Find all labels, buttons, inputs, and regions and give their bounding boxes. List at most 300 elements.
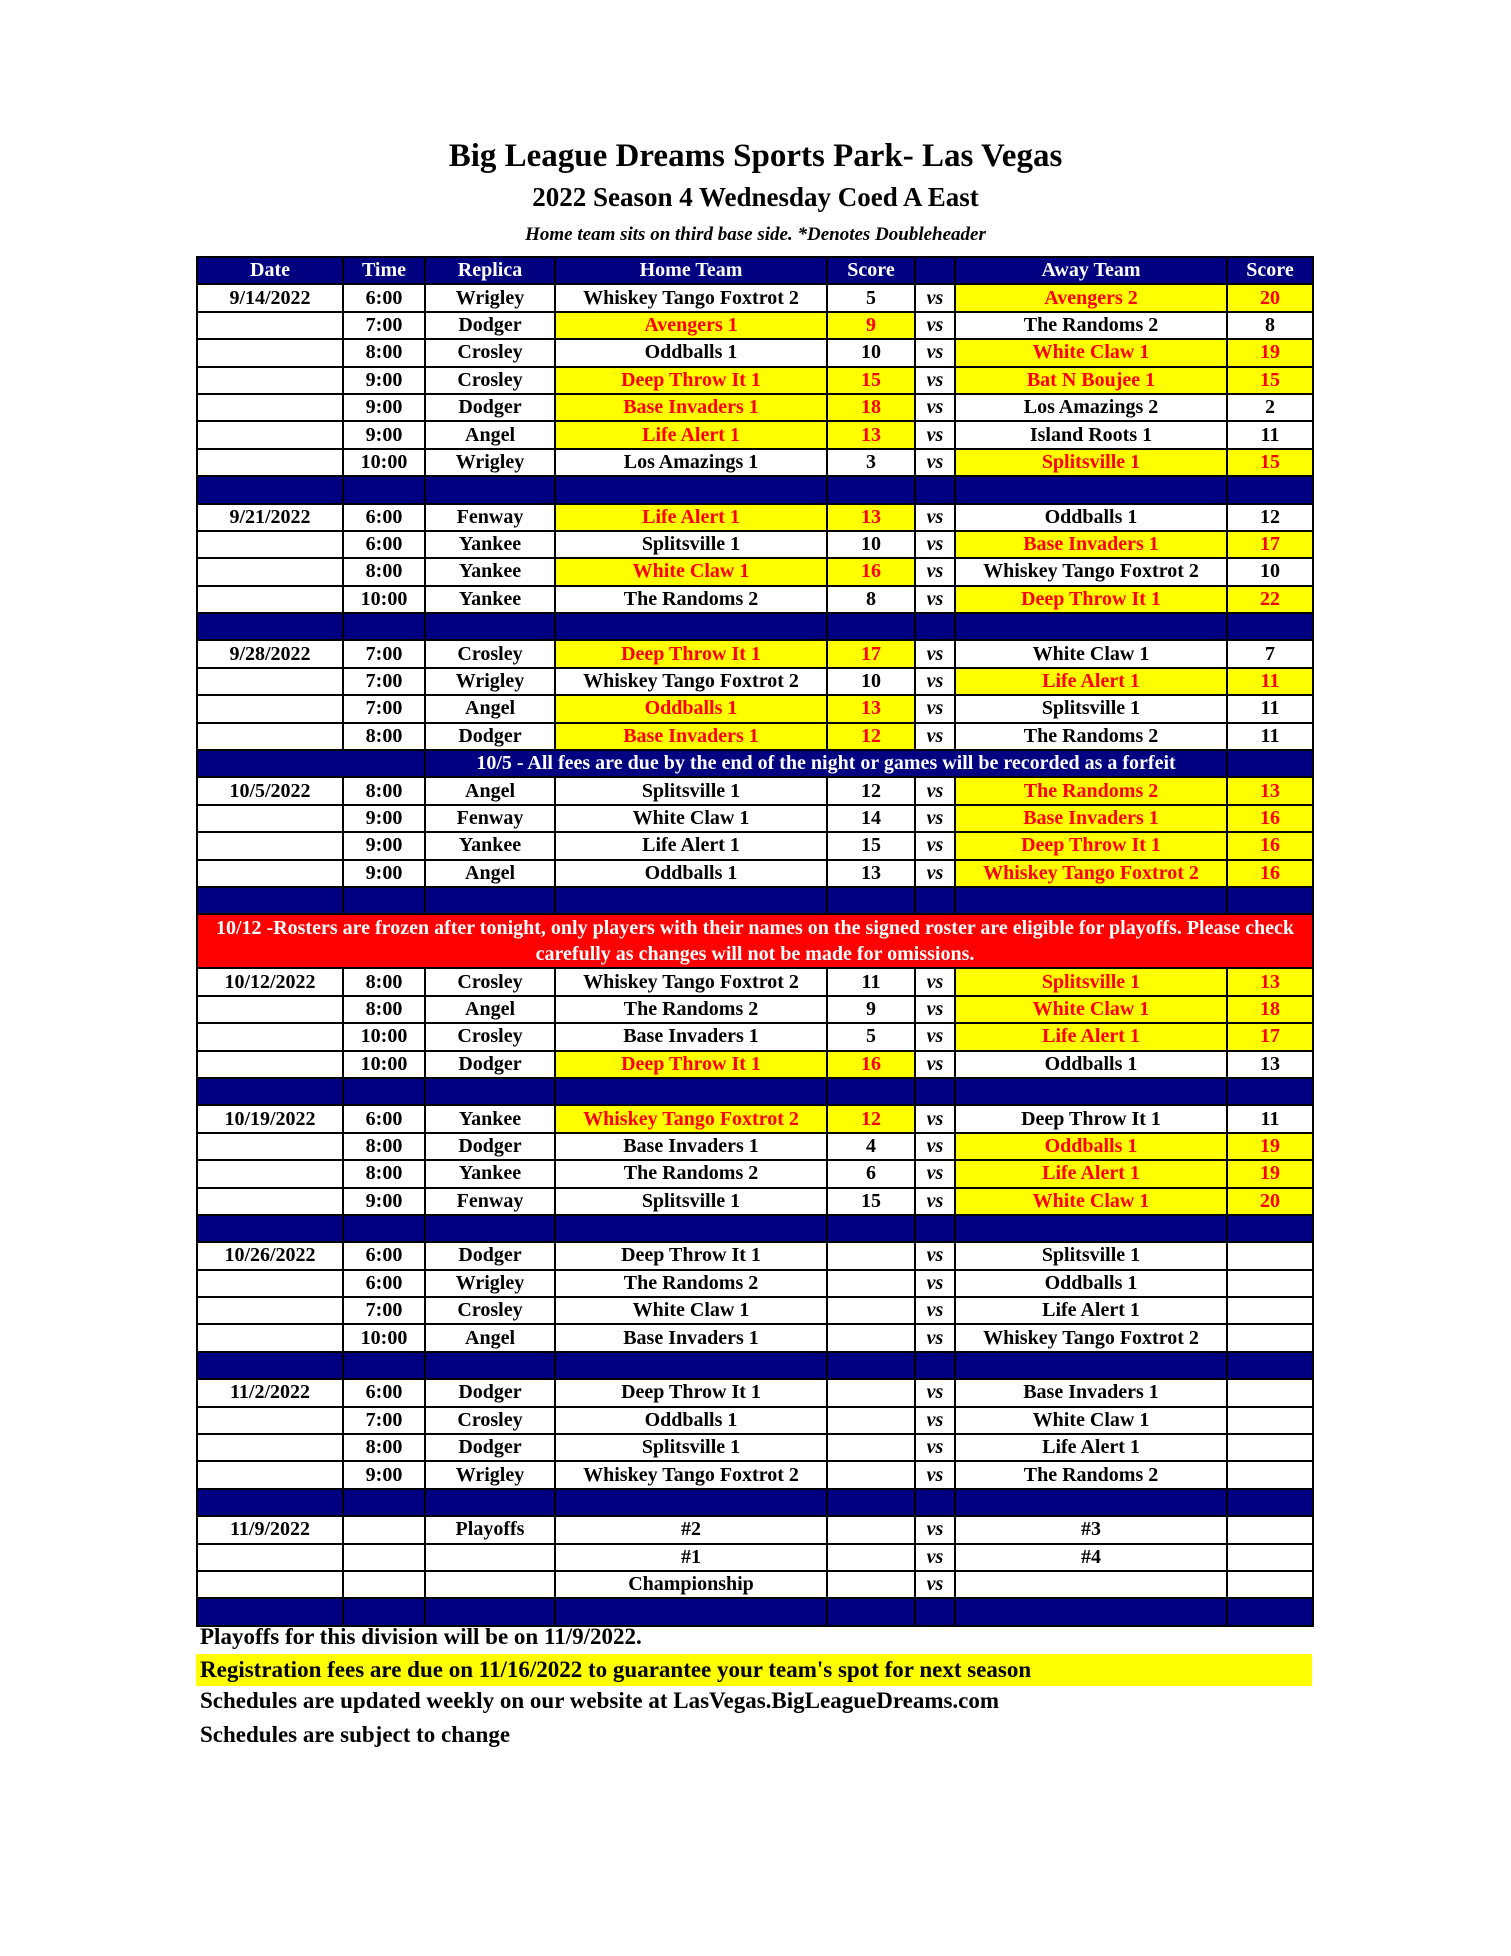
- home-team: Deep Throw It 1: [555, 640, 827, 667]
- separator-cell: [1227, 1215, 1313, 1242]
- home-score: [827, 1461, 915, 1488]
- game-time: 9:00: [343, 860, 425, 887]
- game-row: [197, 968, 1313, 995]
- game-row: [197, 1324, 1313, 1351]
- game-row: [197, 1270, 1313, 1297]
- away-team: Splitsville 1: [955, 1242, 1227, 1269]
- vs-label: vs: [915, 1516, 955, 1543]
- separator-row: [197, 1598, 1313, 1625]
- game-date: [197, 668, 343, 695]
- game-row: [197, 449, 1313, 476]
- away-score: 12: [1227, 504, 1313, 531]
- home-score: 12: [827, 1105, 915, 1132]
- home-team: Oddballs 1: [555, 339, 827, 366]
- separator-cell: [197, 1352, 343, 1379]
- away-score: [1227, 1434, 1313, 1461]
- footer-change-note: Schedules are subject to change: [200, 1722, 511, 1747]
- separator-cell: [555, 1489, 827, 1516]
- game-time: 6:00: [343, 1379, 425, 1406]
- home-score: 12: [827, 777, 915, 804]
- home-team: Splitsville 1: [555, 1434, 827, 1461]
- separator-cell: [555, 1352, 827, 1379]
- away-score: [1227, 1461, 1313, 1488]
- game-field: Fenway: [425, 805, 555, 832]
- game-time: 8:00: [343, 996, 425, 1023]
- away-team: Splitsville 1: [955, 449, 1227, 476]
- home-score: [827, 1571, 915, 1598]
- game-date: [197, 832, 343, 859]
- away-team: White Claw 1: [955, 1188, 1227, 1215]
- away-score: 19: [1227, 339, 1313, 366]
- home-score: [827, 1270, 915, 1297]
- vs-label: vs: [915, 1160, 955, 1187]
- away-team: Deep Throw It 1: [955, 832, 1227, 859]
- separator-cell: [425, 613, 555, 640]
- game-row: [197, 1105, 1313, 1132]
- game-row: [197, 860, 1313, 887]
- game-date: 11/2/2022: [197, 1379, 343, 1406]
- home-team: The Randoms 2: [555, 586, 827, 613]
- away-score: 11: [1227, 421, 1313, 448]
- game-field: Angel: [425, 421, 555, 448]
- away-team: Bat N Boujee 1: [955, 367, 1227, 394]
- notice-spacer: [1227, 750, 1313, 777]
- game-field: Crosley: [425, 968, 555, 995]
- home-team: Splitsville 1: [555, 1188, 827, 1215]
- game-date: [197, 312, 343, 339]
- notice-row: [197, 750, 1313, 777]
- game-date: [197, 805, 343, 832]
- game-row: [197, 312, 1313, 339]
- game-field: Wrigley: [425, 1461, 555, 1488]
- separator-cell: [343, 1598, 425, 1625]
- home-team: Championship: [555, 1571, 827, 1598]
- home-score: 13: [827, 421, 915, 448]
- game-date: [197, 1160, 343, 1187]
- away-score: 19: [1227, 1160, 1313, 1187]
- separator-cell: [915, 1078, 955, 1105]
- separator-cell: [555, 1078, 827, 1105]
- home-score: [827, 1242, 915, 1269]
- game-row: [197, 1051, 1313, 1078]
- game-field: Dodger: [425, 1379, 555, 1406]
- game-field: Dodger: [425, 1434, 555, 1461]
- game-time: 9:00: [343, 367, 425, 394]
- game-time: 9:00: [343, 1188, 425, 1215]
- away-score: 20: [1227, 1188, 1313, 1215]
- table-header-row: [197, 257, 1313, 284]
- game-date: [197, 1188, 343, 1215]
- away-team: Base Invaders 1: [955, 531, 1227, 558]
- away-team: White Claw 1: [955, 640, 1227, 667]
- game-row: [197, 586, 1313, 613]
- game-field: Crosley: [425, 1297, 555, 1324]
- game-date: [197, 1051, 343, 1078]
- home-team: Base Invaders 1: [555, 1023, 827, 1050]
- separator-cell: [827, 1215, 915, 1242]
- away-team: #3: [955, 1516, 1227, 1543]
- away-score: [1227, 1270, 1313, 1297]
- game-time: 9:00: [343, 1461, 425, 1488]
- away-team: #4: [955, 1544, 1227, 1571]
- vs-label: vs: [915, 1297, 955, 1324]
- home-score: 10: [827, 668, 915, 695]
- game-time: 6:00: [343, 531, 425, 558]
- game-row: [197, 1023, 1313, 1050]
- game-time: 8:00: [343, 339, 425, 366]
- separator-row: [197, 1078, 1313, 1105]
- home-score: 9: [827, 996, 915, 1023]
- game-field: [425, 1571, 555, 1598]
- alert-row: [197, 914, 1313, 968]
- vs-label: vs: [915, 1188, 955, 1215]
- home-team: White Claw 1: [555, 558, 827, 585]
- home-score: [827, 1407, 915, 1434]
- game-date: [197, 1133, 343, 1160]
- home-team: Splitsville 1: [555, 531, 827, 558]
- home-score: [827, 1544, 915, 1571]
- home-score: 15: [827, 832, 915, 859]
- game-date: [197, 1324, 343, 1351]
- separator-cell: [425, 1489, 555, 1516]
- away-score: 13: [1227, 968, 1313, 995]
- vs-label: vs: [915, 1023, 955, 1050]
- home-team: Deep Throw It 1: [555, 367, 827, 394]
- separator-cell: [555, 887, 827, 914]
- away-score: 17: [1227, 1023, 1313, 1050]
- game-row: [197, 1133, 1313, 1160]
- vs-label: vs: [915, 1051, 955, 1078]
- game-row: [197, 394, 1313, 421]
- separator-cell: [955, 1215, 1227, 1242]
- game-date: [197, 1270, 343, 1297]
- game-date: 11/9/2022: [197, 1516, 343, 1543]
- game-field: Wrigley: [425, 1270, 555, 1297]
- separator-cell: [1227, 887, 1313, 914]
- away-score: 8: [1227, 312, 1313, 339]
- away-score: [1227, 1516, 1313, 1543]
- separator-cell: [1227, 613, 1313, 640]
- header-time: Time: [343, 257, 425, 284]
- game-time: 6:00: [343, 1105, 425, 1132]
- vs-label: vs: [915, 1407, 955, 1434]
- game-row: [197, 504, 1313, 531]
- game-date: [197, 421, 343, 448]
- home-score: 11: [827, 968, 915, 995]
- separator-row: [197, 613, 1313, 640]
- vs-label: vs: [915, 1242, 955, 1269]
- game-row: [197, 421, 1313, 448]
- header-away-team: Away Team: [955, 257, 1227, 284]
- game-time: 9:00: [343, 421, 425, 448]
- game-time: 7:00: [343, 695, 425, 722]
- game-date: [197, 586, 343, 613]
- vs-label: vs: [915, 860, 955, 887]
- game-row: [197, 723, 1313, 750]
- home-score: 17: [827, 640, 915, 667]
- game-row: [197, 1544, 1313, 1571]
- vs-label: vs: [915, 1544, 955, 1571]
- away-score: 11: [1227, 695, 1313, 722]
- home-score: 15: [827, 367, 915, 394]
- home-team: Base Invaders 1: [555, 394, 827, 421]
- game-date: [197, 996, 343, 1023]
- home-score: 6: [827, 1160, 915, 1187]
- game-field: Dodger: [425, 1133, 555, 1160]
- home-team: Deep Throw It 1: [555, 1051, 827, 1078]
- separator-cell: [425, 1598, 555, 1625]
- away-score: 13: [1227, 1051, 1313, 1078]
- away-score: 22: [1227, 586, 1313, 613]
- game-row: [197, 1297, 1313, 1324]
- vs-label: vs: [915, 312, 955, 339]
- game-date: 9/14/2022: [197, 284, 343, 311]
- vs-label: vs: [915, 805, 955, 832]
- separator-row: [197, 1352, 1313, 1379]
- game-row: [197, 996, 1313, 1023]
- game-field: Dodger: [425, 1242, 555, 1269]
- away-score: 7: [1227, 640, 1313, 667]
- home-team: The Randoms 2: [555, 1270, 827, 1297]
- separator-cell: [343, 1352, 425, 1379]
- game-field: Dodger: [425, 723, 555, 750]
- separator-cell: [343, 1078, 425, 1105]
- away-score: 13: [1227, 777, 1313, 804]
- away-score: 16: [1227, 805, 1313, 832]
- vs-label: vs: [915, 1571, 955, 1598]
- game-date: [197, 723, 343, 750]
- game-date: [197, 1297, 343, 1324]
- separator-row: [197, 887, 1313, 914]
- away-team: The Randoms 2: [955, 1461, 1227, 1488]
- separator-cell: [915, 1215, 955, 1242]
- separator-cell: [555, 1598, 827, 1625]
- game-field: Crosley: [425, 1407, 555, 1434]
- game-time: 7:00: [343, 1407, 425, 1434]
- game-time: 7:00: [343, 668, 425, 695]
- separator-cell: [1227, 476, 1313, 503]
- separator-cell: [1227, 1078, 1313, 1105]
- game-time: 10:00: [343, 1051, 425, 1078]
- separator-cell: [425, 476, 555, 503]
- separator-cell: [1227, 1352, 1313, 1379]
- vs-label: vs: [915, 284, 955, 311]
- away-team: White Claw 1: [955, 1407, 1227, 1434]
- game-row: [197, 1516, 1313, 1543]
- header-replica: Replica: [425, 257, 555, 284]
- vs-label: vs: [915, 1379, 955, 1406]
- home-team: Whiskey Tango Foxtrot 2: [555, 668, 827, 695]
- home-team: Life Alert 1: [555, 421, 827, 448]
- separator-cell: [827, 1352, 915, 1379]
- home-team: Oddballs 1: [555, 695, 827, 722]
- away-team: Life Alert 1: [955, 1434, 1227, 1461]
- away-score: 10: [1227, 558, 1313, 585]
- home-team: #2: [555, 1516, 827, 1543]
- home-score: 5: [827, 1023, 915, 1050]
- away-team: Life Alert 1: [955, 1297, 1227, 1324]
- game-date: 10/5/2022: [197, 777, 343, 804]
- home-team: Avengers 1: [555, 312, 827, 339]
- game-row: [197, 1434, 1313, 1461]
- game-row: [197, 640, 1313, 667]
- game-date: [197, 1544, 343, 1571]
- separator-cell: [827, 1598, 915, 1625]
- page-title: Big League Dreams Sports Park- Las Vegas: [448, 138, 1063, 174]
- game-field: Angel: [425, 1324, 555, 1351]
- game-row: [197, 1571, 1313, 1598]
- game-row: [197, 777, 1313, 804]
- game-date: [197, 339, 343, 366]
- game-row: [197, 1407, 1313, 1434]
- game-time: 10:00: [343, 586, 425, 613]
- game-field: Angel: [425, 777, 555, 804]
- game-date: [197, 1571, 343, 1598]
- home-score: 13: [827, 504, 915, 531]
- notice-spacer: [197, 750, 425, 777]
- game-field: Yankee: [425, 1160, 555, 1187]
- separator-cell: [827, 1489, 915, 1516]
- game-field: Crosley: [425, 367, 555, 394]
- game-time: 6:00: [343, 284, 425, 311]
- separator-cell: [915, 1489, 955, 1516]
- home-score: 5: [827, 284, 915, 311]
- away-team: Los Amazings 2: [955, 394, 1227, 421]
- game-date: 9/21/2022: [197, 504, 343, 531]
- game-field: Yankee: [425, 558, 555, 585]
- schedule-body: [197, 284, 1313, 1625]
- game-time: 8:00: [343, 1160, 425, 1187]
- game-time: 8:00: [343, 777, 425, 804]
- home-score: [827, 1324, 915, 1351]
- game-time: 7:00: [343, 312, 425, 339]
- game-time: 9:00: [343, 832, 425, 859]
- separator-cell: [197, 1598, 343, 1625]
- game-row: [197, 558, 1313, 585]
- separator-cell: [197, 476, 343, 503]
- vs-label: vs: [915, 1434, 955, 1461]
- game-field: Yankee: [425, 832, 555, 859]
- game-time: 6:00: [343, 1242, 425, 1269]
- away-score: [1227, 1379, 1313, 1406]
- separator-cell: [1227, 1489, 1313, 1516]
- game-row: [197, 1461, 1313, 1488]
- game-time: 8:00: [343, 558, 425, 585]
- vs-label: vs: [915, 695, 955, 722]
- home-score: 16: [827, 558, 915, 585]
- away-score: 17: [1227, 531, 1313, 558]
- separator-cell: [955, 887, 1227, 914]
- away-team: Whiskey Tango Foxtrot 2: [955, 1324, 1227, 1351]
- game-date: 9/28/2022: [197, 640, 343, 667]
- vs-label: vs: [915, 339, 955, 366]
- game-date: [197, 695, 343, 722]
- away-score: [1227, 1297, 1313, 1324]
- away-score: 15: [1227, 367, 1313, 394]
- separator-cell: [425, 887, 555, 914]
- away-score: 11: [1227, 723, 1313, 750]
- game-time: 8:00: [343, 968, 425, 995]
- away-score: 11: [1227, 668, 1313, 695]
- game-field: Wrigley: [425, 449, 555, 476]
- separator-cell: [955, 1078, 1227, 1105]
- away-team: Island Roots 1: [955, 421, 1227, 448]
- home-score: 15: [827, 1188, 915, 1215]
- away-score: 19: [1227, 1133, 1313, 1160]
- separator-cell: [555, 476, 827, 503]
- vs-label: vs: [915, 531, 955, 558]
- separator-cell: [197, 1078, 343, 1105]
- header-away-score: Score: [1227, 257, 1313, 284]
- separator-cell: [343, 1489, 425, 1516]
- game-time: 10:00: [343, 1324, 425, 1351]
- separator-cell: [197, 887, 343, 914]
- separator-cell: [955, 613, 1227, 640]
- schedule-table: [196, 256, 1314, 1627]
- home-score: 8: [827, 586, 915, 613]
- game-row: [197, 1242, 1313, 1269]
- game-field: Angel: [425, 695, 555, 722]
- home-score: 13: [827, 860, 915, 887]
- away-team: Oddballs 1: [955, 504, 1227, 531]
- away-score: [1227, 1242, 1313, 1269]
- away-score: [1227, 1407, 1313, 1434]
- vs-label: vs: [915, 777, 955, 804]
- game-date: [197, 860, 343, 887]
- home-score: 16: [827, 1051, 915, 1078]
- away-team: Life Alert 1: [955, 1023, 1227, 1050]
- away-team: Deep Throw It 1: [955, 586, 1227, 613]
- game-row: [197, 832, 1313, 859]
- game-date: [197, 558, 343, 585]
- vs-label: vs: [915, 1270, 955, 1297]
- home-score: 12: [827, 723, 915, 750]
- home-team: Deep Throw It 1: [555, 1242, 827, 1269]
- home-team: Base Invaders 1: [555, 1133, 827, 1160]
- game-field: [425, 1544, 555, 1571]
- separator-cell: [343, 476, 425, 503]
- separator-cell: [555, 1215, 827, 1242]
- home-score: [827, 1379, 915, 1406]
- game-time: 10:00: [343, 449, 425, 476]
- game-row: [197, 1160, 1313, 1187]
- alert-message: 10/12 -Rosters are frozen after tonight, only players with their names on the signed roster are eligible for playoffs. Please check carefully as changes will not be made for omissions.: [197, 914, 1313, 968]
- away-team: Base Invaders 1: [955, 805, 1227, 832]
- vs-label: vs: [915, 640, 955, 667]
- game-time: 8:00: [343, 723, 425, 750]
- away-team: Splitsville 1: [955, 968, 1227, 995]
- separator-cell: [827, 1078, 915, 1105]
- separator-cell: [915, 887, 955, 914]
- separator-cell: [955, 1598, 1227, 1625]
- separator-cell: [197, 1489, 343, 1516]
- home-score: 4: [827, 1133, 915, 1160]
- home-score: 3: [827, 449, 915, 476]
- away-score: 15: [1227, 449, 1313, 476]
- separator-cell: [1227, 1598, 1313, 1625]
- game-date: [197, 367, 343, 394]
- game-row: [197, 695, 1313, 722]
- game-time: [343, 1571, 425, 1598]
- separator-cell: [343, 1215, 425, 1242]
- game-row: [197, 1379, 1313, 1406]
- game-date: [197, 1461, 343, 1488]
- away-team: Splitsville 1: [955, 695, 1227, 722]
- game-time: [343, 1544, 425, 1571]
- home-team: #1: [555, 1544, 827, 1571]
- footer-registration-note: Registration fees are due on 11/16/2022 to guarantee your team's spot for next season: [196, 1654, 1312, 1686]
- separator-cell: [827, 613, 915, 640]
